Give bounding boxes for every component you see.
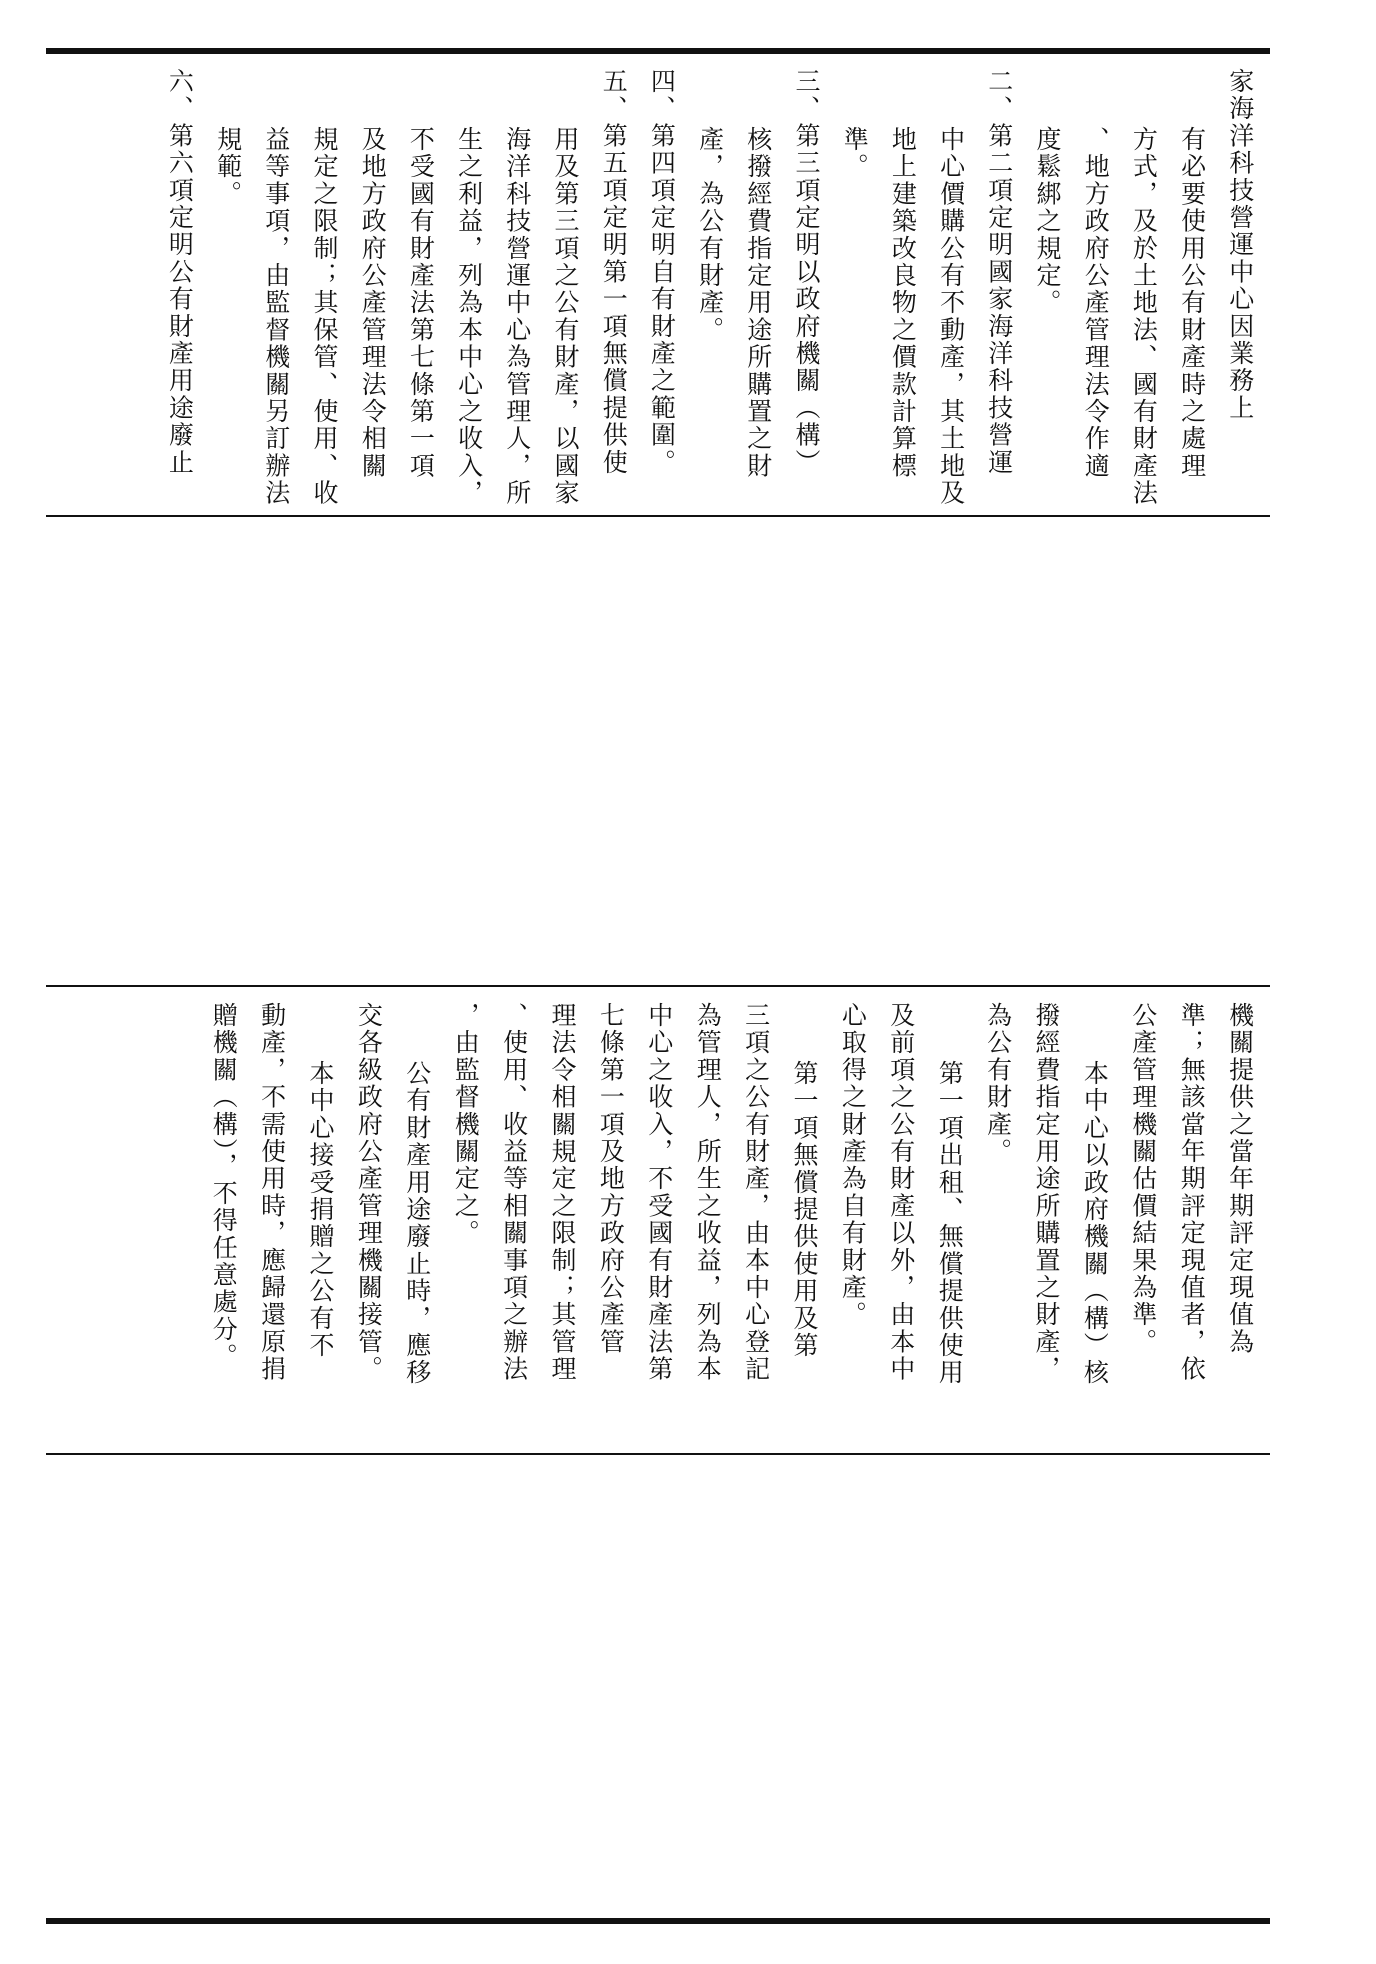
column-text: 撥經費指定用途所購置之財產， (1032, 1002, 1061, 1383)
column-text: 海洋科技營運中心為管理人，所 (502, 126, 532, 507)
text-column (155, 56, 203, 512)
text-column (975, 56, 1023, 512)
text-column (830, 56, 878, 512)
text-column (1168, 56, 1216, 512)
text-column (1167, 992, 1215, 1450)
column-text: 七條第一項及地方政府公產管 (596, 1002, 626, 1356)
text-column (635, 992, 683, 1450)
text-column (1023, 56, 1071, 512)
column-text: ，由監督機關定之。 (451, 1002, 481, 1247)
text-column (637, 56, 685, 512)
lower-block-top-rule (46, 985, 1270, 987)
text-column (782, 56, 830, 512)
text-column (396, 56, 444, 512)
text-column (732, 992, 780, 1450)
lower-block-bottom-rule (46, 1453, 1270, 1455)
top-rule (46, 48, 1270, 54)
article-text-block (46, 992, 1270, 1450)
article-columns (46, 992, 1270, 1450)
text-column (589, 56, 637, 512)
text-column (1070, 992, 1118, 1450)
text-column (877, 992, 925, 1450)
column-text: 有必要使用公有財產時之處理 (1177, 126, 1207, 480)
text-column (393, 992, 441, 1450)
text-column (586, 992, 634, 1450)
column-text: 公有財產用途廢止時，應移 (402, 1060, 432, 1387)
text-column (878, 56, 926, 512)
text-column (344, 992, 392, 1450)
text-column (348, 56, 396, 512)
column-text: 四、第四項定明自有財產之範圍。 (647, 68, 677, 476)
text-column (974, 992, 1022, 1450)
column-text: 生之利益，列為本中心之收入， (454, 126, 484, 507)
text-column (248, 992, 296, 1450)
column-text: 公產管理機關估價結果為準。 (1128, 1002, 1158, 1356)
column-text: 家海洋科技營運中心因業務上 (1225, 68, 1255, 422)
column-text: 規範。 (213, 126, 243, 208)
text-column (1022, 992, 1070, 1450)
column-text: 為管理人，所生之收益，列為本 (693, 1002, 723, 1383)
text-column (445, 56, 493, 512)
text-column (686, 56, 734, 512)
text-column (925, 992, 973, 1450)
column-text: 及地方政府公產管理法令相關 (358, 126, 388, 480)
column-text: 本中心接受捐贈之公有不 (306, 1060, 335, 1360)
column-text: 二、第二項定明國家海洋科技營運 (984, 68, 1014, 476)
upper-block-bottom-rule (46, 515, 1270, 517)
text-column (828, 992, 876, 1450)
column-text: 六、第六項定明公有財產用途廢止 (165, 68, 195, 476)
text-column (296, 992, 344, 1450)
column-text: 中心價購公有不動產，其土地及 (936, 126, 966, 507)
column-text: 、地方政府公產管理法令作適 (1081, 126, 1111, 480)
text-column (734, 56, 782, 512)
column-text: 方式，及於土地法、國有財產法 (1129, 126, 1159, 507)
column-text: 心取得之財產為自有財產。 (838, 1002, 868, 1329)
column-text: 三、第三項定明以政府機關（構） (792, 68, 821, 476)
explanation-notes-block (46, 56, 1270, 512)
column-text: 三項之公有財產，由本中心登記 (741, 1002, 771, 1383)
column-text: 交各級政府公產管理機關接管。 (354, 1002, 384, 1383)
text-column (541, 56, 589, 512)
column-text: 規定之限制；其保管、使用、收 (310, 126, 339, 507)
text-column (493, 56, 541, 512)
text-column (1216, 56, 1264, 512)
text-column (1071, 56, 1119, 512)
column-text: 益等事項，由監督機關另訂辦法 (261, 126, 291, 507)
bottom-rule (46, 1918, 1270, 1924)
column-text: 理法令相關規定之限制；其管理 (548, 1002, 577, 1383)
column-text: 動產，不需使用時，應歸還原捐 (257, 1002, 287, 1383)
text-column (780, 992, 828, 1450)
text-column (1119, 56, 1167, 512)
text-column (199, 992, 247, 1450)
text-column (683, 992, 731, 1450)
column-text: 五、第五項定明第一項無償提供使 (599, 68, 629, 476)
text-column (441, 992, 489, 1450)
column-text: 產，為公有財產。 (695, 126, 725, 344)
text-column (927, 56, 975, 512)
explanation-columns (46, 56, 1270, 512)
column-text: 第一項出租、無償提供使用 (935, 1060, 965, 1387)
column-text: 核撥經費指定用途所購置之財 (743, 126, 773, 480)
column-text: 贈機關（構），不得任意處分。 (209, 1002, 239, 1371)
text-column (300, 56, 348, 512)
column-text: 度鬆綁之規定。 (1033, 126, 1062, 317)
column-text: 、使用、收益等相關事項之辦法 (499, 1002, 529, 1383)
text-column (252, 56, 300, 512)
text-column (538, 992, 586, 1450)
column-text: 機關提供之當年期評定現值為 (1225, 1002, 1255, 1356)
column-text: 及前項之公有財產以外，由本中 (886, 1002, 916, 1383)
column-text: 準。 (840, 126, 870, 181)
text-column (204, 56, 252, 512)
column-text: 第一項無償提供使用及第 (790, 1060, 819, 1360)
column-text: 中心之收入，不受國有財產法第 (644, 1002, 674, 1383)
text-column (490, 992, 538, 1450)
column-text: 不受國有財產法第七條第一項 (406, 126, 436, 480)
column-text: 本中心以政府機關（構）核 (1080, 1060, 1110, 1387)
text-column (1216, 992, 1264, 1450)
column-text: 用及第三項之公有財產，以國家 (551, 126, 580, 507)
column-text: 準；無該當年期評定現值者，依 (1177, 1002, 1207, 1383)
column-text: 為公有財產。 (983, 1002, 1013, 1166)
text-column (1119, 992, 1167, 1450)
column-text: 地上建築改良物之價款計算標 (888, 126, 918, 480)
